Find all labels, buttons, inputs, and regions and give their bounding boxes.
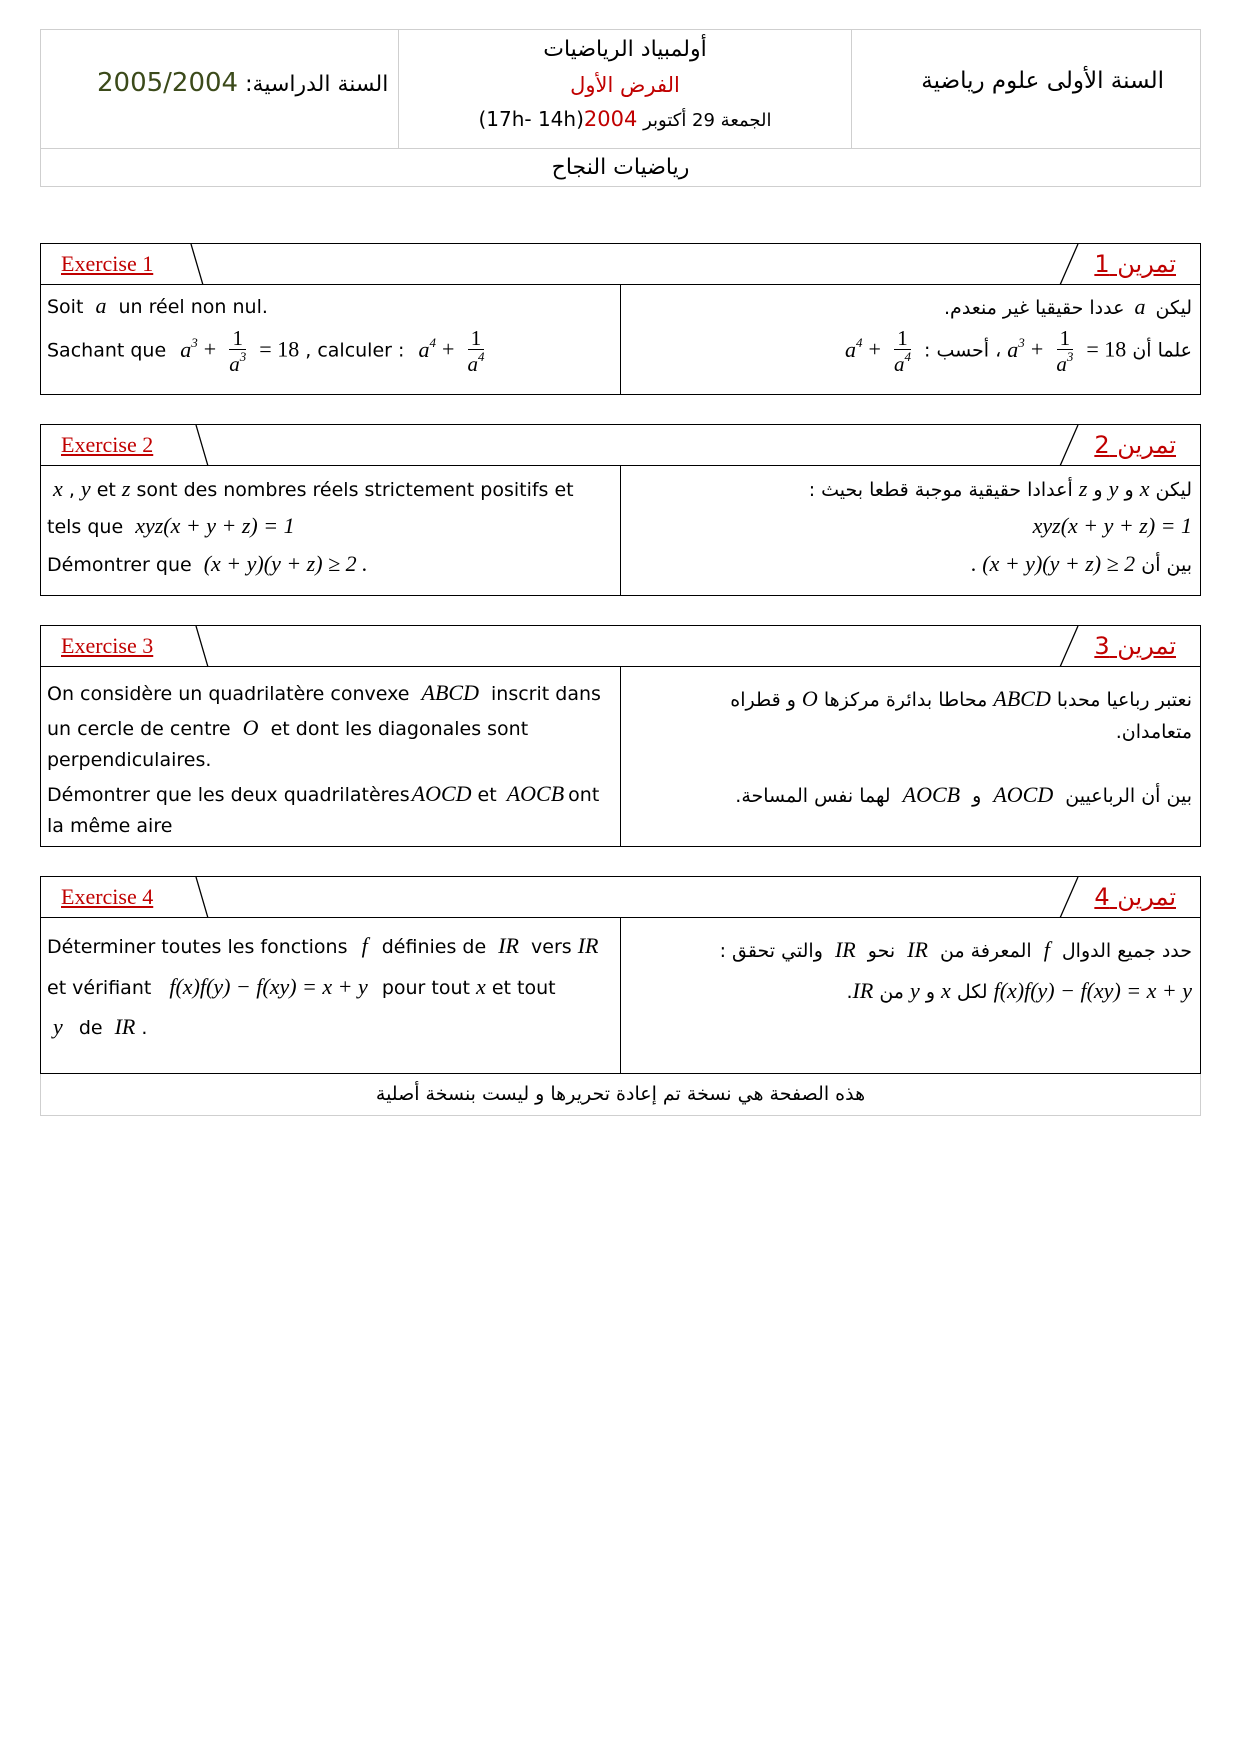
text: . xyxy=(846,980,853,1003)
math-set: IR xyxy=(498,933,519,958)
text: un réel non nul. xyxy=(118,296,268,318)
math-set: IR xyxy=(577,933,599,958)
text: Démontrer que xyxy=(47,553,192,576)
text: نعتبر رباعيا محدبا xyxy=(1056,689,1192,711)
text: و xyxy=(1124,479,1134,501)
text: و xyxy=(1093,479,1103,501)
math-fraction: $\frac{1}{a^3}$ xyxy=(229,326,247,377)
math-equation: xyz(x + y + z) = 1 xyxy=(1032,513,1192,539)
math-var: y xyxy=(53,1014,63,1040)
exercise-title-ar: تمرين 3 xyxy=(1094,632,1176,660)
tab-divider-left xyxy=(41,626,231,667)
tab-divider-left xyxy=(41,877,231,918)
math-var: AOCB xyxy=(506,780,565,806)
math-var: O xyxy=(801,686,818,711)
text: ، أحسب : xyxy=(924,339,1002,362)
text: Déterminer toutes les fonctions xyxy=(47,936,348,958)
math-inequality: . (x + y)(y + z) ≥ 2 xyxy=(971,550,1136,576)
text: pour tout xyxy=(381,976,470,999)
text: ليكن xyxy=(1155,479,1192,501)
exercise-text-fr xyxy=(41,667,621,846)
math-var: x xyxy=(476,973,486,999)
math-var: ABCD xyxy=(993,686,1051,711)
math-var: a xyxy=(95,293,107,318)
math-expression: $a^4$ + $\frac{1}{a^4}$ xyxy=(844,326,911,377)
math-var: a xyxy=(1134,294,1146,319)
text: et xyxy=(477,783,497,806)
exercise-title-row xyxy=(41,626,1200,667)
tab-divider-left xyxy=(41,244,211,285)
exercise-title-fr: Exercise 3 xyxy=(61,633,154,658)
text: أعدادا حقيقية موجبة قطعا بحيث : xyxy=(808,479,1073,501)
text: من xyxy=(879,980,904,1003)
math-var: AOCD xyxy=(993,781,1054,807)
text: عددا حقيقيا غير منعدم. xyxy=(944,297,1125,319)
math-set: IR xyxy=(114,1014,136,1040)
math-set: IR xyxy=(852,977,874,1003)
text: و xyxy=(972,784,982,807)
math-var: f xyxy=(1043,937,1050,962)
math-equation: xyz(x + y + z) = 1 xyxy=(135,513,295,539)
math-var: y xyxy=(910,977,920,1003)
exercise-text-ar xyxy=(621,667,1200,846)
text: tels que xyxy=(47,516,124,539)
text: et xyxy=(96,479,116,501)
footer-note: هذه الصفحة هي نسخة تم إعادة تحريرها و ليست بنسخة أصلية xyxy=(40,1074,1201,1116)
math-set: IR xyxy=(907,937,928,962)
math-power: $a^4$ xyxy=(418,334,436,362)
math-op: + xyxy=(442,336,455,362)
text: Démontrer que les deux quadrilatères xyxy=(47,783,410,806)
exercise-text-fr xyxy=(41,285,621,394)
exercise-title-row xyxy=(41,244,1200,285)
math-var: x xyxy=(941,977,951,1003)
exercise-title-ar: تمرين 1 xyxy=(1094,250,1176,278)
text: المعرفة من xyxy=(939,940,1032,962)
text: ont xyxy=(568,783,600,806)
math-var: z xyxy=(121,476,131,501)
text: , calculer : xyxy=(305,339,405,362)
text: . xyxy=(141,1017,148,1040)
math-var: f xyxy=(361,933,368,958)
text: et tout xyxy=(491,976,556,999)
exercise-title-row xyxy=(41,877,1200,918)
text: نحو xyxy=(867,940,896,962)
text: و قطراه xyxy=(730,689,796,711)
text: vers xyxy=(531,936,572,958)
text: et vérifiant xyxy=(47,976,152,999)
math-fraction: $\frac{1}{a^4}$ xyxy=(467,326,485,377)
text: , xyxy=(68,479,75,501)
exercise-1 xyxy=(40,243,1201,395)
text: لكل xyxy=(956,980,988,1003)
math-var: AOCD xyxy=(411,780,472,806)
date-year: 2004 xyxy=(583,107,638,131)
text: علما أن xyxy=(1132,339,1192,362)
text: بين أن الرباعيين xyxy=(1065,784,1192,807)
exercise-2 xyxy=(40,424,1201,596)
exercise-text-ar xyxy=(621,285,1200,394)
school-year: 2005/2004 xyxy=(97,68,239,98)
text: متعامدان. xyxy=(1115,721,1192,744)
exercise-text-fr xyxy=(41,918,621,1073)
math-eq: = 18 xyxy=(259,336,300,362)
math-var: y xyxy=(80,476,91,501)
exercise-text-ar xyxy=(621,918,1200,1073)
exam-time: (17h- 14h) xyxy=(478,107,584,131)
text: On considère un quadrilatère convexe xyxy=(47,683,410,705)
exam-date xyxy=(399,102,851,138)
text: ليكن xyxy=(1155,297,1192,319)
text: un cercle de centre xyxy=(47,718,231,741)
date-prefix: الجمعة 29 أكتوبر xyxy=(643,110,772,131)
text: لهما نفس المساحة. xyxy=(735,784,891,807)
exercise-text-ar xyxy=(621,466,1200,595)
text: inscrit dans xyxy=(491,683,601,705)
exercise-4 xyxy=(40,876,1201,1074)
text: Sachant que xyxy=(47,339,167,362)
test-name: الفرض الأول xyxy=(570,73,680,97)
exercise-title-row xyxy=(41,425,1200,466)
math-equation: f(x)f(y) − f(xy) = x + y xyxy=(993,977,1192,1003)
exercise-title-ar: تمرين 2 xyxy=(1094,431,1176,459)
math-var: x xyxy=(53,476,63,501)
header-table xyxy=(40,29,1201,187)
exercise-3 xyxy=(40,625,1201,847)
math-inequality: (x + y)(y + z) ≥ 2 . xyxy=(203,550,368,576)
school-year-cell xyxy=(41,30,399,148)
level-cell xyxy=(852,30,1202,148)
exercise-title-ar: تمرين 4 xyxy=(1094,883,1176,911)
math-var: O xyxy=(242,715,259,741)
math-power: $a^3$ xyxy=(180,334,198,362)
text: و xyxy=(925,980,935,1003)
math-var: y xyxy=(1108,476,1119,501)
math-var: x xyxy=(1139,476,1150,501)
math-equation: f(x)f(y) − f(xy) = x + y xyxy=(169,973,368,999)
text: définies de xyxy=(381,936,487,958)
text: la même aire xyxy=(47,814,173,837)
math-var: AOCB xyxy=(902,781,961,807)
text: حدد جميع الدوال xyxy=(1061,940,1192,962)
math-op: + xyxy=(203,336,217,362)
exercise-text-fr xyxy=(41,466,621,595)
exercise-title-fr: Exercise 1 xyxy=(61,251,154,276)
text: والتي تحقق : xyxy=(719,940,823,962)
text: de xyxy=(78,1017,103,1040)
exercise-title-fr: Exercise 2 xyxy=(61,432,154,457)
olympiad-title: أولمبياد الرياضيات xyxy=(543,37,707,62)
exercise-title-fr: Exercise 4 xyxy=(61,884,154,909)
text: بين أن xyxy=(1141,553,1192,576)
tab-divider-left xyxy=(41,425,231,466)
math-equation: $a^3$ + $\frac{1}{a^3}$ = 18 xyxy=(1007,326,1127,377)
text: sont des nombres réels strictement positifs et xyxy=(136,479,574,501)
level-title: السنة الأولى علوم رياضية xyxy=(921,68,1164,94)
text: et dont les diagonales sont xyxy=(270,718,529,741)
text: محاطا بدائرة مركزها xyxy=(823,689,988,711)
math-set: IR xyxy=(834,937,856,962)
text: perpendiculaires. xyxy=(47,749,212,772)
exam-title-cell xyxy=(399,30,852,148)
math-var: ABCD xyxy=(421,680,479,705)
math-var: z xyxy=(1078,476,1088,501)
text: Soit xyxy=(47,296,84,318)
brand-title: رياضيات النجاح xyxy=(41,148,1200,187)
school-year-label: السنة الدراسية: xyxy=(245,72,389,97)
